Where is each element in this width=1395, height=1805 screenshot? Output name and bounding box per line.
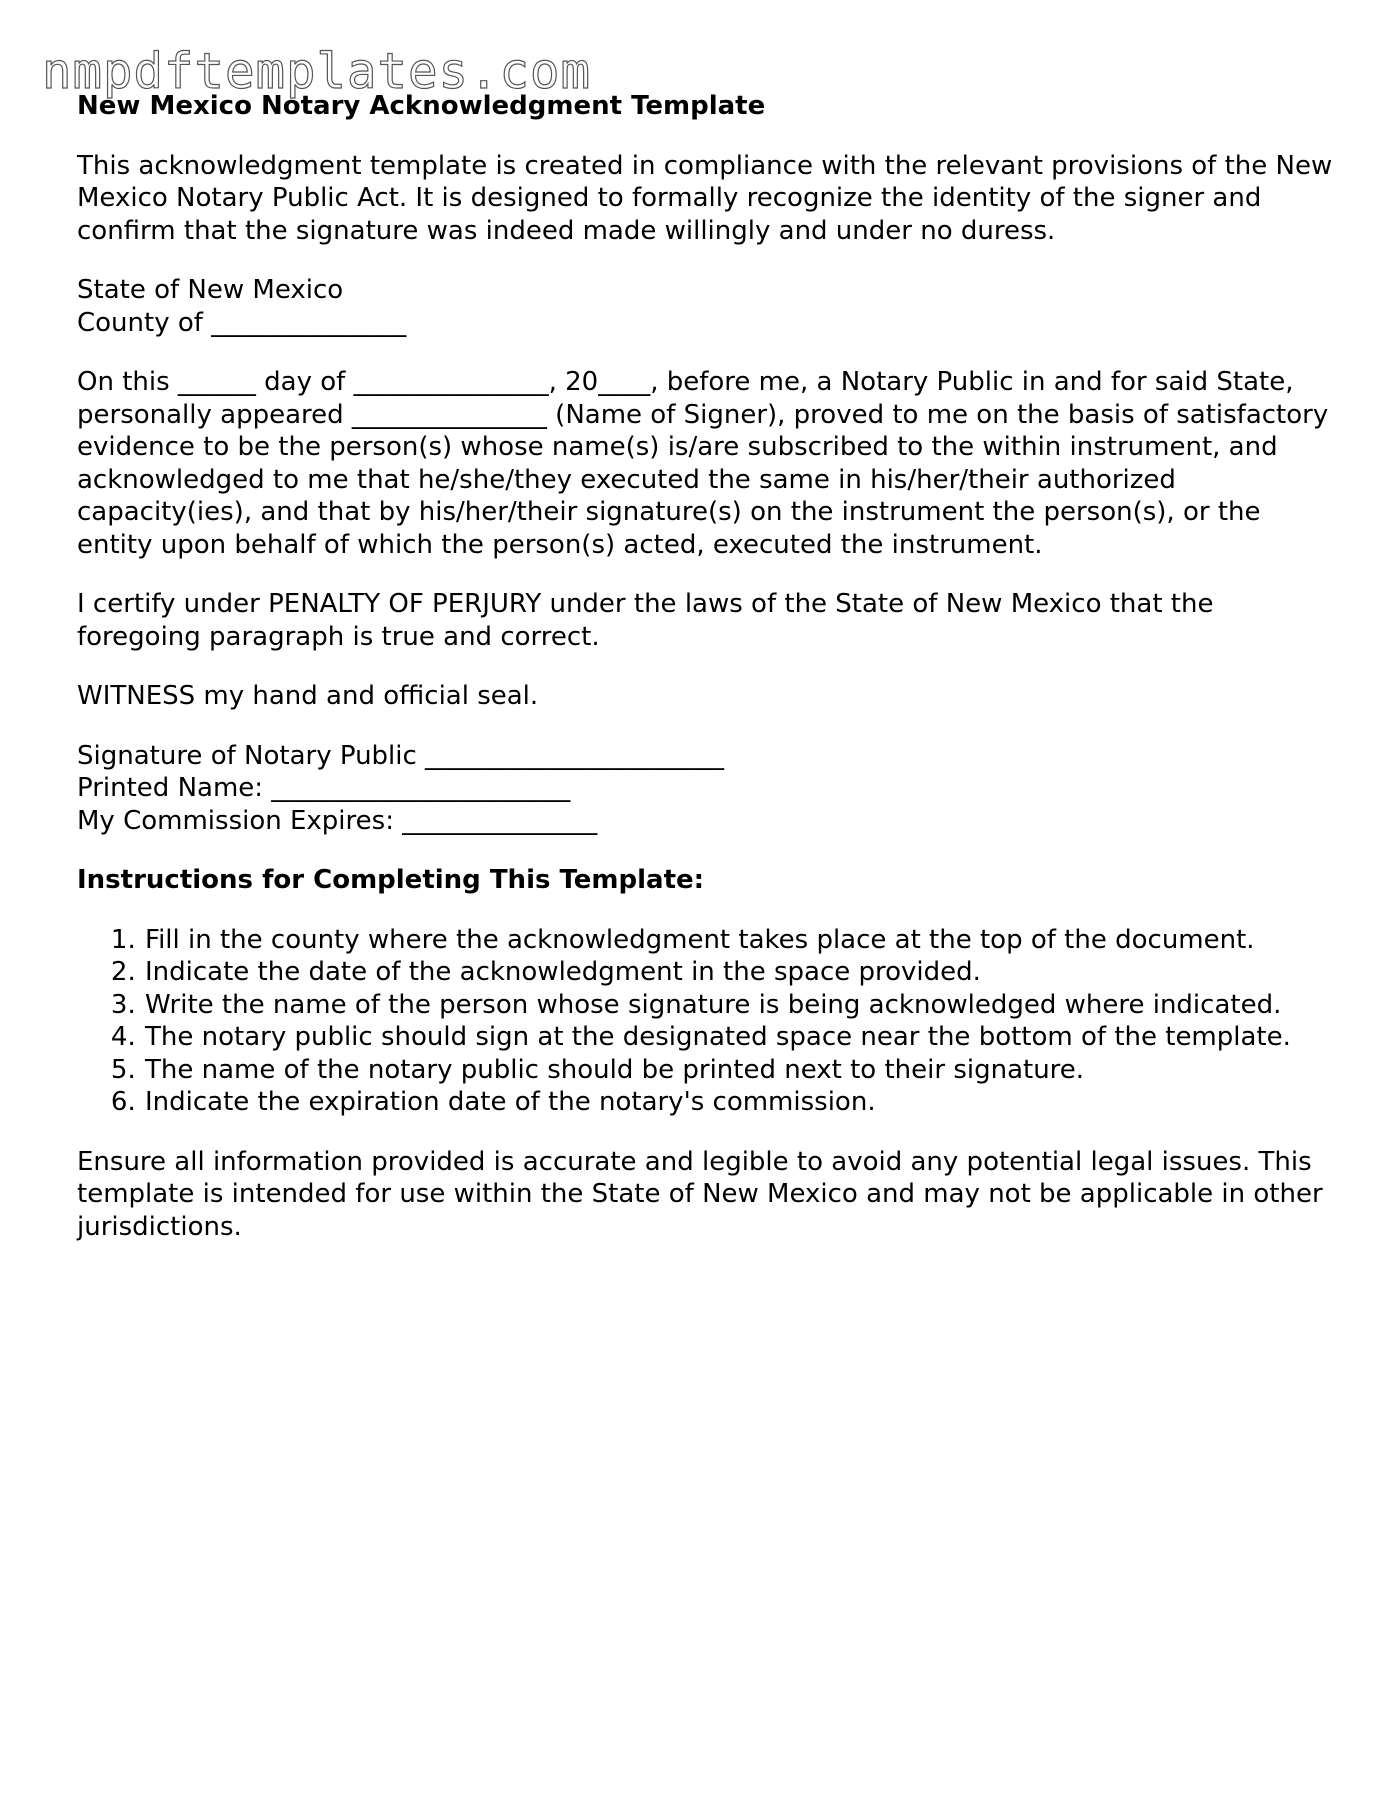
instruction-item: 4. The notary public should sign at the designated space near the bottom of the template. bbox=[144, 1021, 1337, 1054]
document-title: New Mexico Notary Acknowledgment Template bbox=[77, 91, 766, 121]
instruction-item: 6. Indicate the expiration date of the notary's commission. bbox=[144, 1086, 1337, 1119]
instructions-list bbox=[77, 924, 1337, 1119]
intro-paragraph: This acknowledgment template is created in compliance with the relevant provisions of the New Mexico Notary Public Act. It is designed to formally recognize the identity of the signer and confirm that the signature was indeed made willingly and under no duress. bbox=[77, 150, 1333, 246]
printed-name-line: Printed Name: _______________________ bbox=[77, 773, 571, 803]
commission-expires-line: My Commission Expires: _______________ bbox=[77, 805, 598, 836]
watermark: nmpdftemplates.com bbox=[42, 43, 592, 100]
signature-block bbox=[77, 740, 1337, 838]
document-body bbox=[77, 90, 1337, 1270]
instruction-item: 1. Fill in the county where the acknowledgment takes place at the top of the document. bbox=[144, 924, 1337, 957]
witness-line: WITNESS my hand and official seal. bbox=[77, 681, 539, 711]
venue-block bbox=[77, 274, 1337, 339]
venue-county: County of _______________ bbox=[77, 307, 407, 338]
instructions-heading: Instructions for Completing This Template: bbox=[77, 865, 705, 895]
instruction-item: 3. Write the name of the person whose signature is being acknowledged where indicated. bbox=[144, 989, 1337, 1022]
instruction-item: 5. The name of the notary public should be printed next to their signature. bbox=[144, 1054, 1337, 1087]
instruction-item: 2. Indicate the date of the acknowledgment in the space provided. bbox=[144, 956, 1337, 989]
notary-signature-line: Signature of Notary Public _______________________ bbox=[77, 740, 725, 771]
closing-paragraph: Ensure all information provided is accurate and legible to avoid any potential legal issues. This template is intended for use within the State of New Mexico and may not be applicable in other jurisdictions. bbox=[77, 1146, 1323, 1242]
certification-paragraph: I certify under PENALTY OF PERJURY under the laws of the State of New Mexico that the foregoing paragraph is true and correct. bbox=[77, 589, 1214, 652]
acknowledgment-paragraph: On this ______ day of _______________, 20____, before me, a Notary Public in and for said State, personally appeared _______________ (Name of Signer), proved to me on the basis of satisfactory evidence to be the person(s) whose name(s) is/are subscribed to the within instrument, and acknowledged to me that he/she/they executed the same in his/her/their authorized capacity(ies), and that by his/her/their signature(s) on the instrument the person(s), or the entity upon behalf of which the person(s) acted, executed the instrument. bbox=[77, 367, 1329, 560]
venue-state: State of New Mexico bbox=[77, 275, 344, 305]
